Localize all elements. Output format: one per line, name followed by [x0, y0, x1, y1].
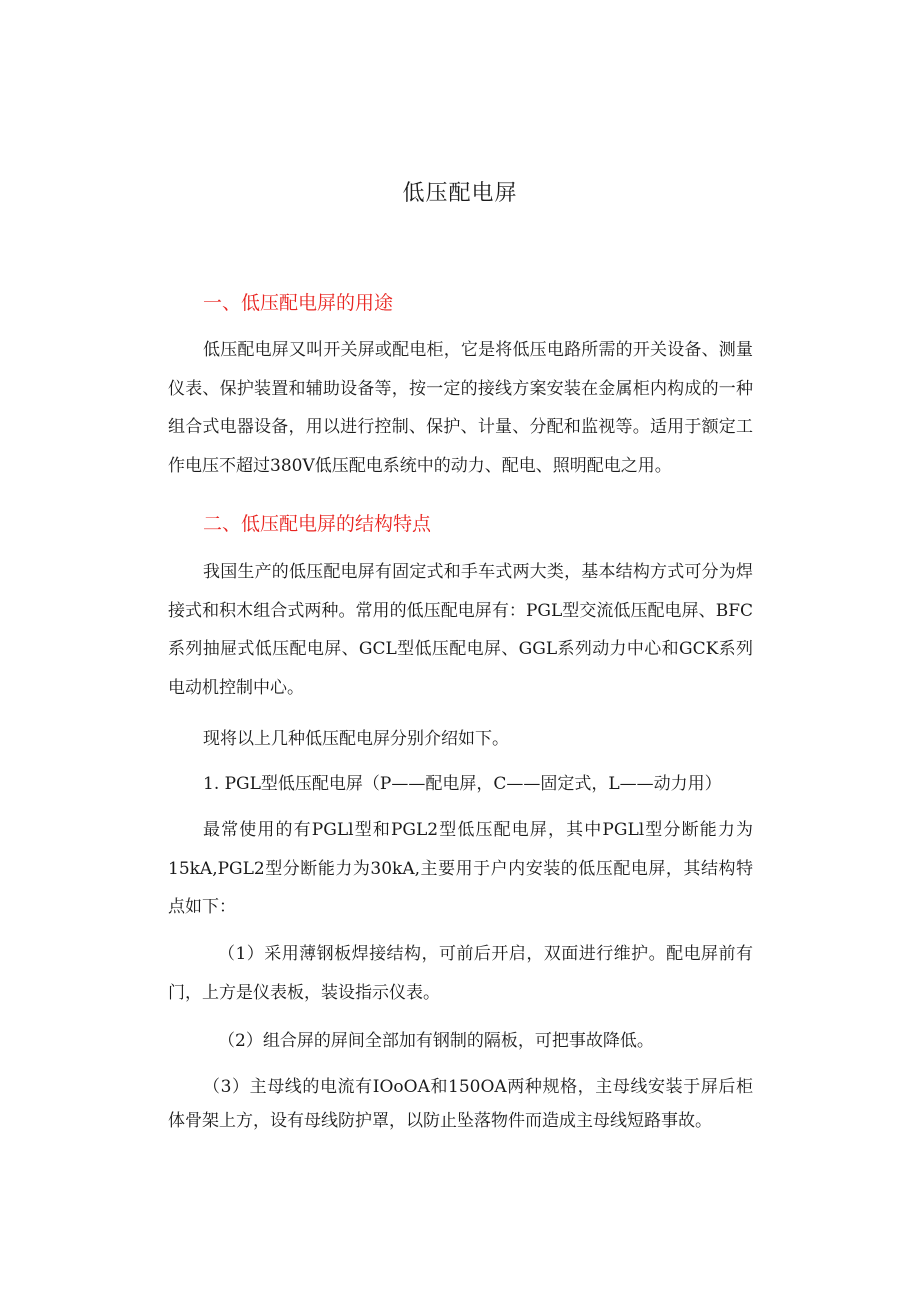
paragraph-feature-1: （1）采用薄钢板焊接结构，可前后开启，双面进行维护。配电屏前有门，上方是仪表板，装设指示仪表。: [168, 944, 753, 1003]
section-heading-purpose: 一、低压配电屏的用途: [203, 292, 394, 314]
paragraph-intro-list: 现将以上几种低压配电屏分别介绍如下。: [203, 729, 509, 749]
paragraph-pgl-heading: 1. PGL型低压配电屏（P——配电屏，C——固定式，L——动力用）: [203, 774, 722, 794]
paragraph-pgl-description: 最常使用的有PGLl型和PGL2型低压配电屏，其中PGLl型分断能力为15kA,PGL2型分断能力为30kA,主要用于户内安装的低压配电屏，其结构特点如下：: [168, 820, 753, 917]
section-heading-structure: 二、低压配电屏的结构特点: [203, 513, 432, 535]
document-title: 低压配电屏: [402, 181, 518, 206]
paragraph-feature-2: （2）组合屏的屏间全部加有钢制的隔板，可把事故降低。: [218, 1031, 654, 1051]
paragraph-structure-intro: 我国生产的低压配电屏有固定式和手车式两大类，基本结构方式可分为焊接式和积木组合式两种。常用的低压配电屏有：PGL型交流低压配电屏、BFC系列抽屉式低压配电屏、GCL型低压配电屏、GGL系列动力中心和GCK系列电动机控制中心。: [168, 562, 753, 698]
paragraph-purpose: 低压配电屏又叫开关屏或配电柜，它是将低压电路所需的开关设备、测量仪表、保护装置和辅助设备等，按一定的接线方案安装在金属柜内构成的一种组合式电器设备，用以进行控制、保护、计量、分配和监视等。适用于额定工作电压不超过380V低压配电系统中的动力、配电、照明配电之用。: [168, 340, 753, 476]
paragraph-feature-3: （3）主母线的电流有IOoOA和150OA两种规格，主母线安装于屏后柜体骨架上方，设有母线防护罩，以防止坠落物件而造成主母线短路事故。: [168, 1077, 753, 1131]
